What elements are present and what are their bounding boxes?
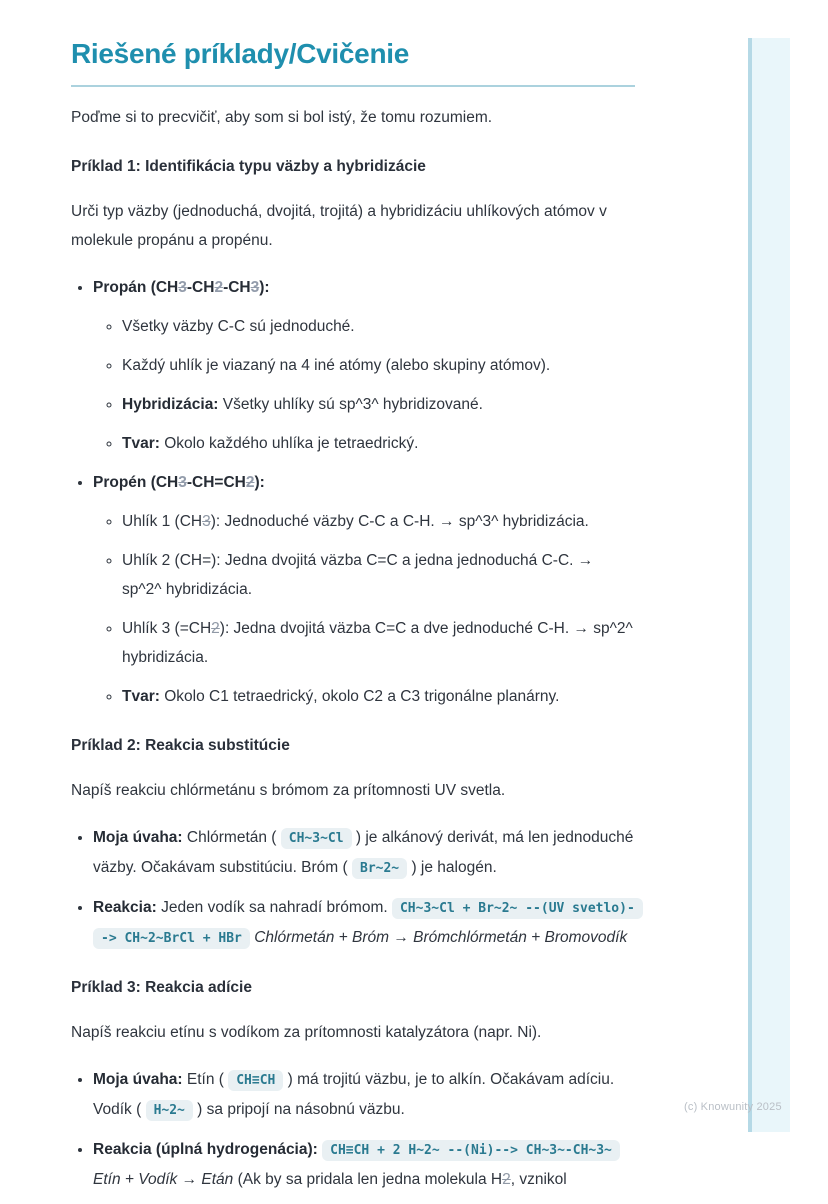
list-item xyxy=(122,614,635,672)
text-segment: 3 xyxy=(178,474,187,491)
example-1-heading: Príklad 1: Identifikácia typu väzby a hybridizácie xyxy=(71,158,426,175)
text-segment: (Ak by sa pridala len jedna molekula H xyxy=(233,1171,503,1188)
text-segment: Etín ( xyxy=(182,1071,229,1088)
list-item xyxy=(122,546,635,604)
example-2-task xyxy=(71,776,635,805)
text-segment: 3 xyxy=(250,279,260,296)
example-3-list xyxy=(71,1065,635,1194)
text-segment: -CH xyxy=(186,279,215,296)
code-chip: CH≡CH xyxy=(228,1070,283,1091)
text-segment: 3 xyxy=(202,513,211,530)
list-item xyxy=(93,1135,635,1194)
text-segment: Všetky väzby C-C sú jednoduché. xyxy=(122,318,355,335)
text-segment: , vznikol xyxy=(510,1171,567,1188)
text-segment: Etín + Vodík → Etán xyxy=(93,1171,234,1188)
text-segment: -CH xyxy=(223,279,251,296)
text-segment: Napíš reakciu chlórmetánu s brómom za prítomnosti UV svetla. xyxy=(71,782,506,799)
text-segment: 2 xyxy=(502,1171,511,1188)
list-item-propen xyxy=(93,468,635,711)
document-content xyxy=(71,36,635,1204)
list-item-propan xyxy=(93,273,635,458)
list-item xyxy=(122,390,635,419)
code-chip: Br~2~ xyxy=(352,858,407,879)
text-segment: ) má trojitú väzbu, je to alkín. Očakávam adíciu. Vodík ( xyxy=(93,1071,615,1118)
right-accent-bar xyxy=(748,38,790,1132)
propan-label xyxy=(93,279,270,296)
propan-sublist xyxy=(93,312,635,458)
text-segment: Urči typ väzby (jednoduchá, dvojitá, trojitá) a hybridizáciu uhlíkových atómov v molekule propánu a propénu. xyxy=(71,203,607,249)
text-segment: -CH=CH xyxy=(186,474,246,491)
text-segment: ): Jednoduché väzby C-C a C-H. → sp^3^ hybridizácia. xyxy=(210,513,589,530)
text-segment: Uhlík 1 (CH xyxy=(122,513,203,530)
text-segment: Chlórmetán ( xyxy=(182,829,281,846)
text-segment: Hybridizácia: xyxy=(122,396,219,413)
text-segment: 2 xyxy=(214,279,224,296)
text-segment: Okolo C1 tetraedrický, okolo C2 a C3 trigonálne planárny. xyxy=(159,688,560,705)
list-item xyxy=(122,351,635,380)
text-segment: 3 xyxy=(178,279,187,296)
title-divider xyxy=(71,85,635,87)
list-item xyxy=(122,312,635,341)
text-segment: Reakcia (úplná hydrogenácia): xyxy=(93,1141,318,1158)
example-1-task xyxy=(71,197,635,255)
list-item xyxy=(122,429,635,458)
code-chip: H~2~ xyxy=(146,1100,193,1121)
copyright-watermark: (c) Knowunity 2025 xyxy=(684,1101,782,1113)
intro-paragraph xyxy=(71,103,635,132)
example-2-heading: Príklad 2: Reakcia substitúcie xyxy=(71,737,290,754)
text-segment: Jeden vodík sa nahradí brómom. xyxy=(156,899,392,916)
text-segment: Reakcia: xyxy=(93,899,157,916)
text-segment: ) sa pripojí na násobnú väzbu. xyxy=(192,1101,405,1118)
propen-label xyxy=(93,474,265,491)
example-2-list xyxy=(71,823,635,953)
text-segment: 2 xyxy=(245,474,255,491)
text-segment: Propán (CH xyxy=(93,279,179,296)
list-item xyxy=(93,823,635,883)
text-segment: Tvar: xyxy=(122,688,160,705)
list-item xyxy=(122,682,635,711)
text-segment: Okolo každého uhlíka je tetraedrický. xyxy=(159,435,419,452)
text-segment: ): xyxy=(259,279,270,296)
text-segment: Všetky uhlíky sú sp^3^ hybridizované. xyxy=(218,396,483,413)
page-title: Riešené príklady/Cvičenie xyxy=(71,38,410,69)
code-chip: CH~3~Cl xyxy=(281,828,352,849)
list-item xyxy=(122,507,635,536)
text-segment: Uhlík 3 (=CH xyxy=(122,620,212,637)
text-segment: Každý uhlík je viazaný na 4 iné atómy (alebo skupiny atómov). xyxy=(122,357,551,374)
text-segment: 2 xyxy=(211,620,220,637)
code-chip: CH~3~Cl + Br~2~ --(UV svetlo)--> CH~2~BrCl + HBr xyxy=(93,898,643,949)
example-3-heading: Príklad 3: Reakcia adície xyxy=(71,979,252,996)
text-segment: Propén (CH xyxy=(93,474,179,491)
text-segment: ) je halogén. xyxy=(407,859,497,876)
text-segment: Napíš reakciu etínu s vodíkom za prítomnosti katalyzátora (napr. Ni). xyxy=(71,1024,542,1041)
text-segment: ): xyxy=(254,474,265,491)
text-segment: Tvar: xyxy=(122,435,160,452)
text-segment: ) je alkánový derivát, má len jednoduché väzby. Očakávam substitúciu. Bróm ( xyxy=(93,829,634,876)
code-chip: CH≡CH + 2 H~2~ --(Ni)--> CH~3~-CH~3~ xyxy=(322,1140,620,1161)
text-segment: Moja úvaha: xyxy=(93,1071,183,1088)
text-segment: ): Jedna dvojitá väzba C=C a dve jednoduché C-H. → sp^2^ hybridizácia. xyxy=(122,620,633,666)
text-segment: Uhlík 2 (CH=): Jedna dvojitá väzba C=C a jedna jednoduchá C-C. → sp^2^ hybridizácia. xyxy=(122,552,594,598)
propen-sublist xyxy=(93,507,635,711)
list-item xyxy=(93,893,635,953)
text-segment: Poďme si to precvičiť, aby som si bol istý, že tomu rozumiem. xyxy=(71,109,493,126)
list-item xyxy=(93,1065,635,1125)
example-1-list xyxy=(71,273,635,711)
text-segment: Moja úvaha: xyxy=(93,829,183,846)
text-segment: Chlórmetán + Bróm → Brómchlórmetán + Bromovodík xyxy=(254,929,628,946)
example-3-task xyxy=(71,1018,635,1047)
